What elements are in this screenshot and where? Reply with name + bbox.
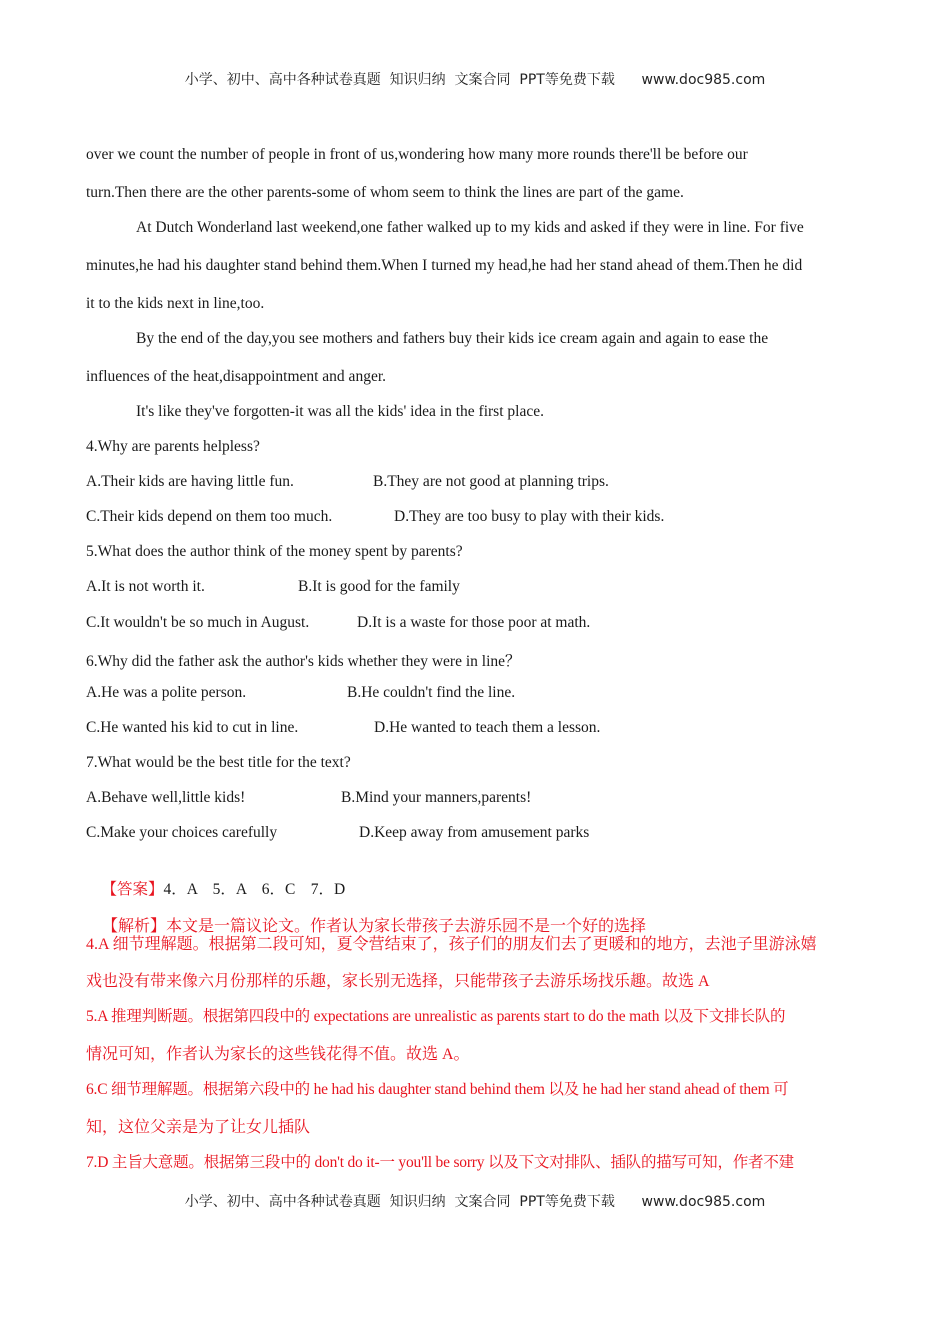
answer-label: 【答案】 <box>101 881 164 898</box>
question-6-option-b: B.He couldn't find the line. <box>347 684 516 701</box>
passage-line: It's like they've forgotten-it was all the kids' idea in the first place. <box>136 403 544 420</box>
analysis-line: 6.C 细节理解题。根据第六段中的 he had his daughter stand behind them 以及 he had her stand ahead of them 可 <box>86 1081 789 1098</box>
question-6-stem: 6.Why did the father ask the author's kids whether they were in line？ <box>86 653 521 670</box>
question-4-option-c: C.Their kids depend on them too much. <box>86 508 333 525</box>
analysis-line: 知，这位父亲是为了让女儿插队 <box>86 1119 311 1136</box>
question-4-stem: 4.Why are parents helpless? <box>86 438 260 455</box>
question-6-option-c: C.He wanted his kid to cut in line. <box>86 719 299 736</box>
question-7-option-a: A.Behave well,little kids! <box>86 789 246 806</box>
question-5-stem: 5.What does the author think of the money spent by parents? <box>86 543 463 560</box>
answer-values: 4．A 5．A 6．C 7．D <box>163 881 346 898</box>
question-4-option-a: A.Their kids are having little fun. <box>86 473 294 490</box>
analysis-line: 情况可知，作者认为家长的这些钱花得不值。故选 A。 <box>86 1046 470 1063</box>
analysis-line: 戏也没有带来像六月份那样的乐趣，家长别无选择，只能带孩子去游乐场找乐趣。故选 A <box>86 973 710 990</box>
page-header: 小学、初中、高中各种试卷真题 知识归纳 文案合同 PPT等免费下载 www.doc985.com <box>184 72 766 88</box>
question-7-option-c: C.Make your choices carefully <box>86 824 278 841</box>
question-5-option-b: B.It is good for the family <box>298 578 460 595</box>
question-7-option-b: B.Mind your manners,parents! <box>341 789 532 806</box>
question-5-option-d: D.It is a waste for those poor at math. <box>357 614 591 631</box>
passage-line: minutes,he had his daughter stand behind them.When I turned my head,he had her stand ahead of them.Then he did <box>86 257 803 274</box>
analysis-intro-text: 本文是一篇议论文。作者认为家长带孩子去游乐园不是一个好的选择 <box>166 918 647 935</box>
analysis-line: 4.A 细节理解题。根据第二段可知，夏令营结束了，孩子们的朋友们去了更暖和的地方，去池子里游泳嬉 <box>86 936 817 953</box>
question-6-option-d: D.He wanted to teach them a lesson. <box>374 719 601 736</box>
question-5-option-a: A.It is not worth it. <box>86 578 205 595</box>
question-6-option-a: A.He was a polite person. <box>86 684 247 701</box>
question-4-option-b: B.They are not good at planning trips. <box>373 473 609 490</box>
passage-line: it to the kids next in line,too. <box>86 295 265 312</box>
analysis-line: 7.D 主旨大意题。根据第三段中的 don't do it-一 you'll be sorry 以及下文对排队、插队的描写可知，作者不建 <box>86 1154 794 1171</box>
passage-line: influences of the heat,disappointment and anger. <box>86 368 387 385</box>
analysis-label: 【解析】 <box>102 918 167 935</box>
question-5-option-c: C.It wouldn't be so much in August. <box>86 614 310 631</box>
page-footer: 小学、初中、高中各种试卷真题 知识归纳 文案合同 PPT等免费下载 www.doc985.com <box>184 1194 766 1210</box>
passage-line: At Dutch Wonderland last weekend,one father walked up to my kids and asked if they were in line. For five <box>136 219 804 236</box>
question-4-option-d: D.They are too busy to play with their kids. <box>394 508 665 525</box>
question-7-option-d: D.Keep away from amusement parks <box>359 824 590 841</box>
question-7-stem: 7.What would be the best title for the text? <box>86 754 351 771</box>
analysis-line: 5.A 推理判断题。根据第四段中的 expectations are unrealistic as parents start to do the math 以及下文排长队的 <box>86 1008 786 1025</box>
passage-line: over we count the number of people in front of us,wondering how many more rounds there'll be before our <box>86 146 748 163</box>
passage-line: By the end of the day,you see mothers and fathers buy their kids ice cream again and again to ease the <box>136 330 769 347</box>
passage-line: turn.Then there are the other parents-some of whom seem to think the lines are part of the game. <box>86 184 684 201</box>
